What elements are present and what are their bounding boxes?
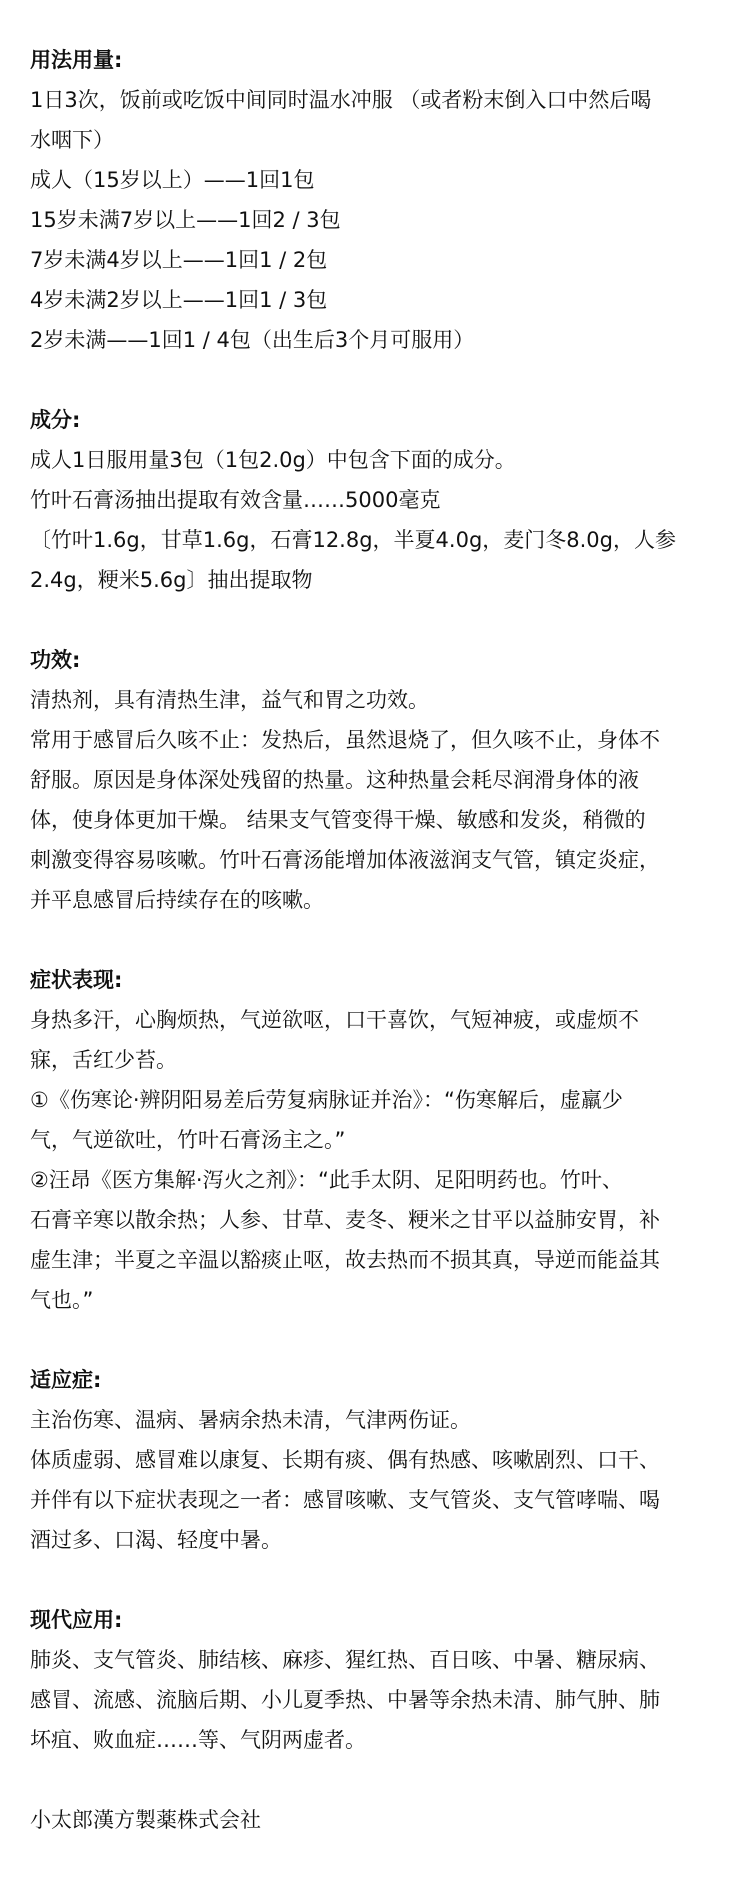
manufacturer-name: 小太郎漢方製薬株式会社 <box>30 1808 261 1832</box>
paragraph-line: 身热多汗，心胸烦热，气逆欲呕，口干喜饮，气短神疲，或虚烦不 <box>30 1008 639 1032</box>
paragraph-line: 水咽下） <box>30 128 114 152</box>
section-heading: 适应症: <box>30 1368 102 1392</box>
section-indications <box>30 1360 730 1560</box>
paragraph-line: 主治伤寒、温病、暑病余热未清，气津两伤证。 <box>30 1408 471 1432</box>
paragraph-line: 1日3次，饭前或吃饭中间同时温水冲服 （或者粉末倒入口中然后喝 <box>30 88 652 112</box>
document-body <box>30 40 730 1840</box>
section-heading: 现代应用: <box>30 1608 123 1632</box>
paragraph-line: 2岁未满——1回1 / 4包（出生后3个月可服用） <box>30 328 475 352</box>
paragraph-line: ①《伤寒论·辨阴阳易差后劳复病脉证并治》：“伤寒解后，虚羸少 <box>30 1088 623 1112</box>
paragraph-line: 肺炎、支气管炎、肺结核、麻疹、猩红热、百日咳、中暑、糖尿病、 <box>30 1648 660 1672</box>
paragraph-line: 体，使身体更加干燥。 结果支气管变得干燥、敏感和发炎，稍微的 <box>30 808 646 832</box>
paragraph-line: 气也。” <box>30 1288 94 1312</box>
paragraph-line: 常用于感冒后久咳不止：发热后，虽然退烧了，但久咳不止，身体不 <box>30 728 660 752</box>
section-heading: 用法用量: <box>30 48 123 72</box>
paragraph-line: 并平息感冒后持续存在的咳嗽。 <box>30 888 324 912</box>
section-heading: 功效: <box>30 648 81 672</box>
section-ingredients <box>30 400 730 600</box>
section-usage <box>30 40 730 360</box>
paragraph-line: 酒过多、口渴、轻度中暑。 <box>30 1528 282 1552</box>
section-heading: 成分: <box>30 408 81 432</box>
section-efficacy <box>30 640 730 920</box>
paragraph-line: 成人1日服用量3包（1包2.0g）中包含下面的成分。 <box>30 448 516 472</box>
paragraph-line: 感冒、流感、流脑后期、小儿夏季热、中暑等余热未清、肺气肿、肺 <box>30 1688 660 1712</box>
paragraph-line: 7岁未满4岁以上——1回1 / 2包 <box>30 248 328 272</box>
paragraph-line: 虚生津；半夏之辛温以豁痰止呕，故去热而不损其真，导逆而能益其 <box>30 1248 660 1272</box>
paragraph-line: 舒服。原因是身体深处残留的热量。这种热量会耗尽润滑身体的液 <box>30 768 639 792</box>
paragraph-line: 并伴有以下症状表现之一者：感冒咳嗽、支气管炎、支气管哮喘、喝 <box>30 1488 660 1512</box>
paragraph-line: 4岁未满2岁以上——1回1 / 3包 <box>30 288 328 312</box>
paragraph-line: 刺激变得容易咳嗽。竹叶石膏汤能增加体液滋润支气管，镇定炎症， <box>30 848 660 872</box>
paragraph-line: 清热剂，具有清热生津，益气和胃之功效。 <box>30 688 429 712</box>
section-modern-applications <box>30 1600 730 1760</box>
paragraph-line: 气，气逆欲吐，竹叶石膏汤主之。” <box>30 1128 346 1152</box>
paragraph-line: 体质虚弱、感冒难以康复、长期有痰、偶有热感、咳嗽剧烈、口干、 <box>30 1448 660 1472</box>
paragraph-line: 〔竹叶1.6g，甘草1.6g，石膏12.8g，半夏4.0g，麦门冬8.0g，人参 <box>30 528 676 552</box>
paragraph-line: 寐，舌红少苔。 <box>30 1048 177 1072</box>
section-symptoms <box>30 960 730 1320</box>
section-heading: 症状表现: <box>30 968 123 992</box>
paragraph-line: 竹叶石膏汤抽出提取有效含量……5000毫克 <box>30 488 441 512</box>
paragraph-line: 成人（15岁以上）——1回1包 <box>30 168 315 192</box>
paragraph-line: 石膏辛寒以散余热；人参、甘草、麦冬、粳米之甘平以益肺安胃，补 <box>30 1208 660 1232</box>
paragraph-line: ②汪昂《医方集解·泻火之剂》：“此手太阴、足阳明药也。竹叶、 <box>30 1168 623 1192</box>
paragraph-line: 2.4g，粳米5.6g〕抽出提取物 <box>30 568 313 592</box>
paragraph-line: 坏疽、败血症……等、气阴两虚者。 <box>30 1728 366 1752</box>
paragraph-line: 15岁未满7岁以上——1回2 / 3包 <box>30 208 341 232</box>
